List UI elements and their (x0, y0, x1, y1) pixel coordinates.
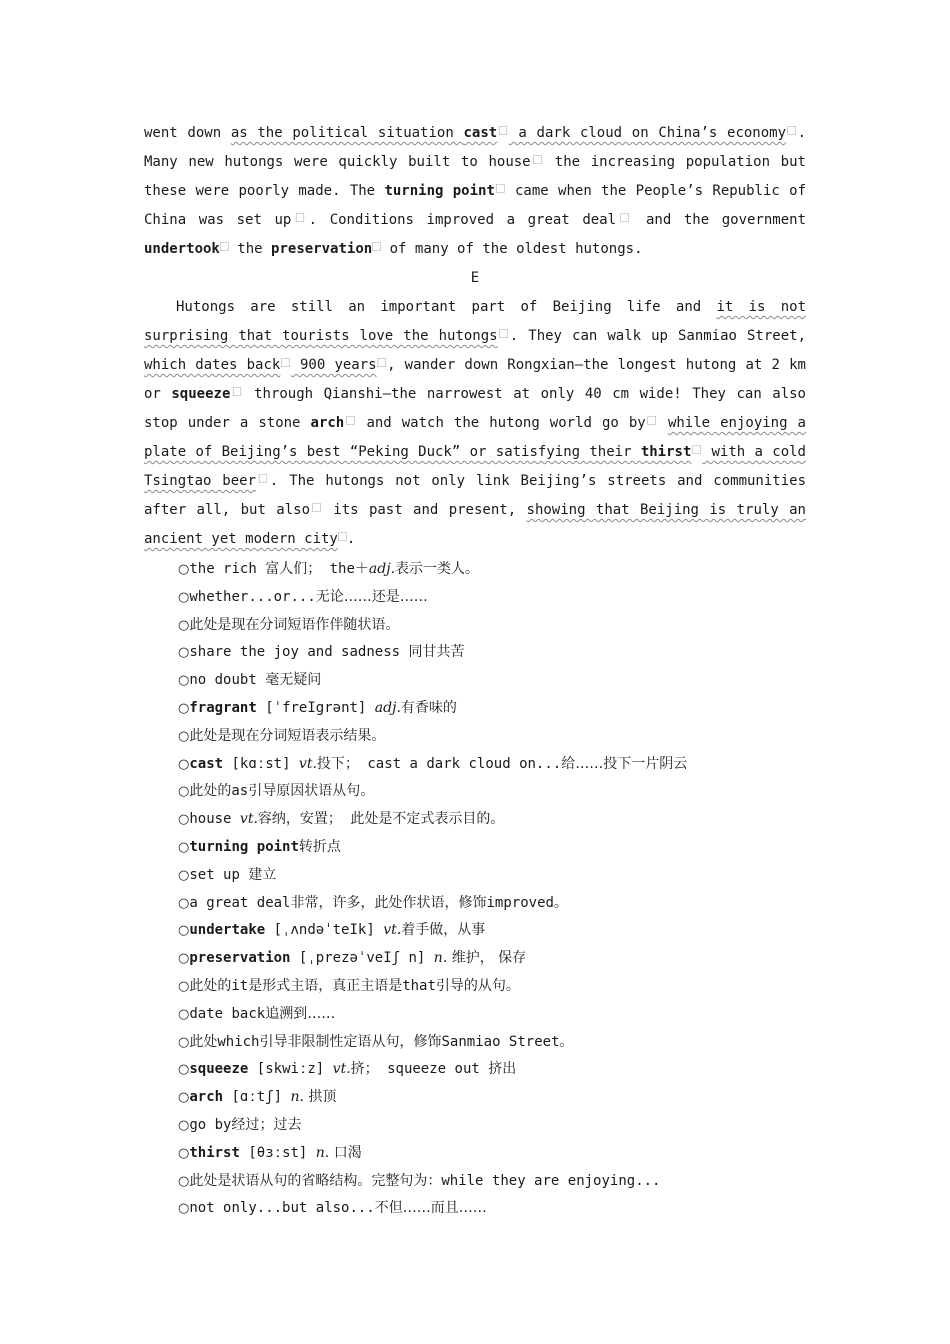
note-text: date back (189, 1005, 266, 1022)
vocab-term: cast (463, 125, 498, 141)
note-marker: ⃞ (376, 359, 388, 369)
vocab-term: arch (189, 1089, 224, 1106)
note-text: [kɑːst] (223, 755, 299, 772)
paragraph-e-text (658, 415, 668, 431)
note-text: 表示一类人。 (395, 561, 480, 577)
section-e-heading: E (470, 270, 480, 286)
vocab-term: undertake (189, 922, 266, 939)
note-bullet: ○ (178, 1173, 190, 1189)
note-text: 毫无疑问 (265, 672, 322, 689)
note-bullet: ○ (178, 756, 190, 772)
note-text: 此处是状语从句的省略结构。完整句为： (189, 1172, 442, 1189)
note-text: the rich (189, 561, 266, 577)
note-text: 挤； (350, 1061, 379, 1078)
document-page (144, 119, 806, 1223)
paragraph-e-text: which dates back (144, 357, 281, 373)
note-text: improved。 (486, 894, 568, 911)
paragraph-e-text: 900 years (290, 357, 377, 373)
note-marker: ⃞ (344, 417, 357, 427)
note-bullet: ○ (178, 923, 190, 939)
note-text: 给……投下一片阴云 (561, 755, 688, 772)
note-text: 投下； (316, 755, 359, 772)
note-item (178, 751, 806, 779)
note-marker: ⃞ (497, 330, 510, 340)
note-text: 此处是现在分词短语表示结果。 (189, 727, 386, 744)
note-text: 挤出 (488, 1061, 517, 1078)
paragraph-e-text: showing that Beijing is truly an ancient yet modern city (144, 502, 806, 547)
note-item (178, 834, 806, 862)
paragraph-e-text: it is not surprising that tourists love the hutongs (144, 299, 806, 344)
part-of-speech: vt. (383, 922, 402, 939)
note-bullet: ○ (178, 617, 190, 633)
note-marker: ⃞ (691, 446, 703, 456)
paragraph-e-text: . They can walk up Sanmiao Street, (509, 328, 807, 344)
note-text: that (402, 977, 436, 994)
note-text: [ɑːtʃ] (223, 1089, 291, 1106)
note-marker: ⃞ (230, 388, 244, 398)
vocab-term: undertook (144, 241, 220, 257)
paragraph-d-continuation (144, 119, 806, 264)
annotation-notes (144, 556, 806, 1223)
note-bullet: ○ (178, 812, 190, 828)
part-of-speech: vt. (239, 811, 258, 828)
paragraph-e-text: while enjoying a plate of Beijing’s best “Peking Duck” or satisfying their (144, 415, 806, 460)
note-item (178, 1056, 806, 1084)
vocab-term: squeeze (189, 1061, 249, 1078)
note-text: 有香味的 (400, 699, 457, 716)
note-text: 此处的 (189, 783, 232, 800)
paragraph-e-text: , wander down Rongxian—the longest hutong at 2 km or (144, 357, 806, 402)
note-item (178, 1112, 806, 1140)
vocab-term: fragrant (189, 699, 257, 716)
note-bullet: ○ (178, 1006, 190, 1022)
note-marker: ⃞ (786, 127, 798, 137)
paragraph-d-text: . Conditions improved a great deal (308, 212, 617, 228)
note-bullet: ○ (178, 839, 190, 855)
note-bullet: ○ (178, 700, 190, 716)
note-text: 引导非限制性定语从句，修饰 (259, 1033, 442, 1050)
note-marker: ⃞ (497, 127, 509, 137)
note-item (178, 695, 806, 723)
note-text: 同甘共苦 (408, 644, 465, 661)
paragraph-e (144, 293, 806, 554)
note-text: 追溯到…… (265, 1005, 336, 1022)
vocab-term: turning point (384, 183, 495, 199)
vocab-term: preservation (271, 241, 373, 257)
note-bullet: ○ (178, 978, 190, 994)
note-item (178, 890, 806, 918)
note-item (178, 639, 806, 667)
paragraph-d-text: as the political situation (230, 125, 464, 141)
note-bullet: ○ (178, 589, 190, 605)
note-text: 非常，许多，此处作状语，修饰 (290, 894, 487, 911)
note-text: which (217, 1033, 260, 1050)
vocab-term: arch (310, 415, 345, 431)
part-of-speech: n. (433, 950, 448, 967)
note-bullet: ○ (178, 867, 190, 883)
note-item (178, 584, 806, 612)
note-text: 转折点 (298, 838, 341, 855)
note-bullet: ○ (178, 1117, 190, 1133)
note-item (178, 1084, 806, 1112)
vocab-term: cast (189, 755, 224, 772)
paragraph-e-text: Hutongs are still an important part of Beijing life and (176, 299, 717, 315)
note-text: not only...but also... (189, 1200, 375, 1217)
note-item (178, 917, 806, 945)
paragraph-d-text: the (228, 241, 272, 257)
note-text: 此处 (189, 1033, 218, 1050)
note-marker: ⃞ (219, 243, 229, 253)
note-marker: ⃞ (256, 475, 270, 485)
note-item (178, 862, 806, 890)
note-item (178, 806, 806, 834)
note-bullet: ○ (178, 673, 190, 689)
paragraph-d-text: . Many new hutongs were quickly built to house (144, 125, 806, 170)
note-text: share the joy and sadness (189, 644, 409, 661)
note-item (178, 1195, 806, 1223)
note-text: 容纳，安置； (257, 811, 342, 828)
paragraph-d-text: of many of the oldest hutongs. (381, 241, 643, 257)
paragraph-d-text: the increasing population but these were poorly made. The (144, 154, 806, 199)
part-of-speech: adj. (374, 699, 401, 716)
note-bullet: ○ (178, 645, 190, 661)
note-bullet: ○ (178, 1090, 190, 1106)
part-of-speech: n. (315, 1144, 330, 1161)
note-text: Sanmiao Street。 (441, 1033, 574, 1050)
paragraph-d-text: a dark cloud on China’s economy (508, 125, 787, 141)
note-item (178, 778, 806, 806)
note-item (178, 723, 806, 751)
note-text: it (231, 977, 249, 994)
paragraph-d-text: went down (144, 125, 231, 141)
note-text: house (189, 811, 240, 828)
note-text: set up (189, 866, 249, 883)
note-bullet: ○ (178, 1062, 190, 1078)
note-text: 此处是现在分词短语作伴随状语。 (189, 616, 400, 633)
note-text: cast a dark cloud on... (358, 755, 562, 772)
note-item (178, 612, 806, 640)
note-text: [skwiːz] (248, 1061, 333, 1078)
note-text: 口渴 (329, 1144, 362, 1161)
note-marker: ⃞ (291, 214, 309, 224)
note-marker: ⃞ (494, 185, 506, 195)
note-bullet: ○ (178, 784, 190, 800)
note-text: [θɜːst] (239, 1144, 316, 1161)
note-text: 引导的从句。 (435, 977, 520, 994)
note-text: 拱顶 (303, 1089, 337, 1106)
part-of-speech: vt. (332, 1061, 351, 1078)
note-item (178, 1140, 806, 1168)
part-of-speech: adj. (368, 561, 396, 577)
note-marker: ⃞ (645, 417, 658, 427)
paragraph-e-text: . The hutongs not only link Beijing’s streets and communities after all, but also (144, 473, 806, 518)
vocab-term: preservation (189, 950, 291, 967)
note-bullet: ○ (178, 1034, 190, 1050)
note-text: whether...or... (189, 588, 316, 605)
note-text: squeeze out (378, 1061, 489, 1078)
note-text: 引导原因状语从句。 (248, 783, 375, 800)
part-of-speech: n. (290, 1089, 304, 1106)
note-marker: ⃞ (280, 359, 291, 369)
note-text: [ˌʌndəˈteIk] (265, 922, 384, 939)
note-bullet: ○ (178, 728, 190, 744)
vocab-term: turning point (189, 838, 299, 855)
note-text: [ˈfreIgrənt] (256, 699, 375, 716)
note-marker: ⃞ (310, 504, 323, 514)
paragraph-e-text: through Qianshi—the narrowest at only 40 cm wide! They can also stop under a stone (144, 386, 806, 431)
note-bullet: ○ (178, 951, 190, 967)
note-marker: ⃞ (530, 156, 545, 166)
note-item (178, 973, 806, 1001)
note-item (178, 556, 806, 584)
paragraph-d-text: and the government (633, 212, 806, 228)
note-text: 此处的 (189, 977, 232, 994)
note-marker: ⃞ (372, 243, 382, 253)
note-item (178, 667, 806, 695)
note-item (178, 1168, 806, 1196)
note-marker: ⃞ (337, 533, 347, 543)
note-bullet: ○ (178, 895, 190, 911)
note-bullet: ○ (178, 562, 190, 577)
note-bullet: ○ (178, 1145, 190, 1161)
note-marker: ⃞ (616, 214, 634, 224)
note-text: 建立 (248, 866, 277, 883)
note-item (178, 1001, 806, 1029)
note-text: go by (189, 1116, 232, 1133)
note-bullet: ○ (178, 1201, 190, 1217)
note-text: a great deal (189, 894, 291, 911)
note-text: the＋ (321, 561, 369, 577)
note-text: 此处是不定式表示目的。 (350, 811, 505, 828)
vocab-term: thirst (640, 444, 692, 460)
note-text: as (231, 783, 249, 800)
paragraph-e-text: its past and present, (322, 502, 527, 518)
paragraph-e-text: . (346, 531, 356, 547)
note-text: 是形式主语，真正主语是 (248, 977, 403, 994)
note-text: 维护， 保存 (447, 950, 527, 967)
paragraph-d-text: came when the People’s Republic of China was set up (144, 183, 806, 228)
note-text: [ˌprezəˈveIʃ n] (290, 950, 434, 967)
paragraph-e-text: with a cold Tsingtao beer (144, 444, 806, 489)
note-text: no doubt (189, 672, 266, 689)
part-of-speech: vt. (298, 755, 317, 772)
note-item (178, 945, 806, 973)
note-text: 富人们； (265, 561, 322, 577)
note-text: 不但……而且…… (374, 1200, 487, 1217)
note-item (178, 1029, 806, 1057)
vocab-term: squeeze (171, 386, 231, 402)
vocab-term: thirst (189, 1144, 240, 1161)
paragraph-e-text: and watch the hutong world go by (356, 415, 646, 431)
note-text: 经过；过去 (231, 1116, 302, 1133)
note-text: while they are enjoying... (441, 1172, 661, 1189)
note-text: 无论……还是…… (315, 588, 428, 605)
note-text: 着手做，从事 (401, 922, 486, 939)
